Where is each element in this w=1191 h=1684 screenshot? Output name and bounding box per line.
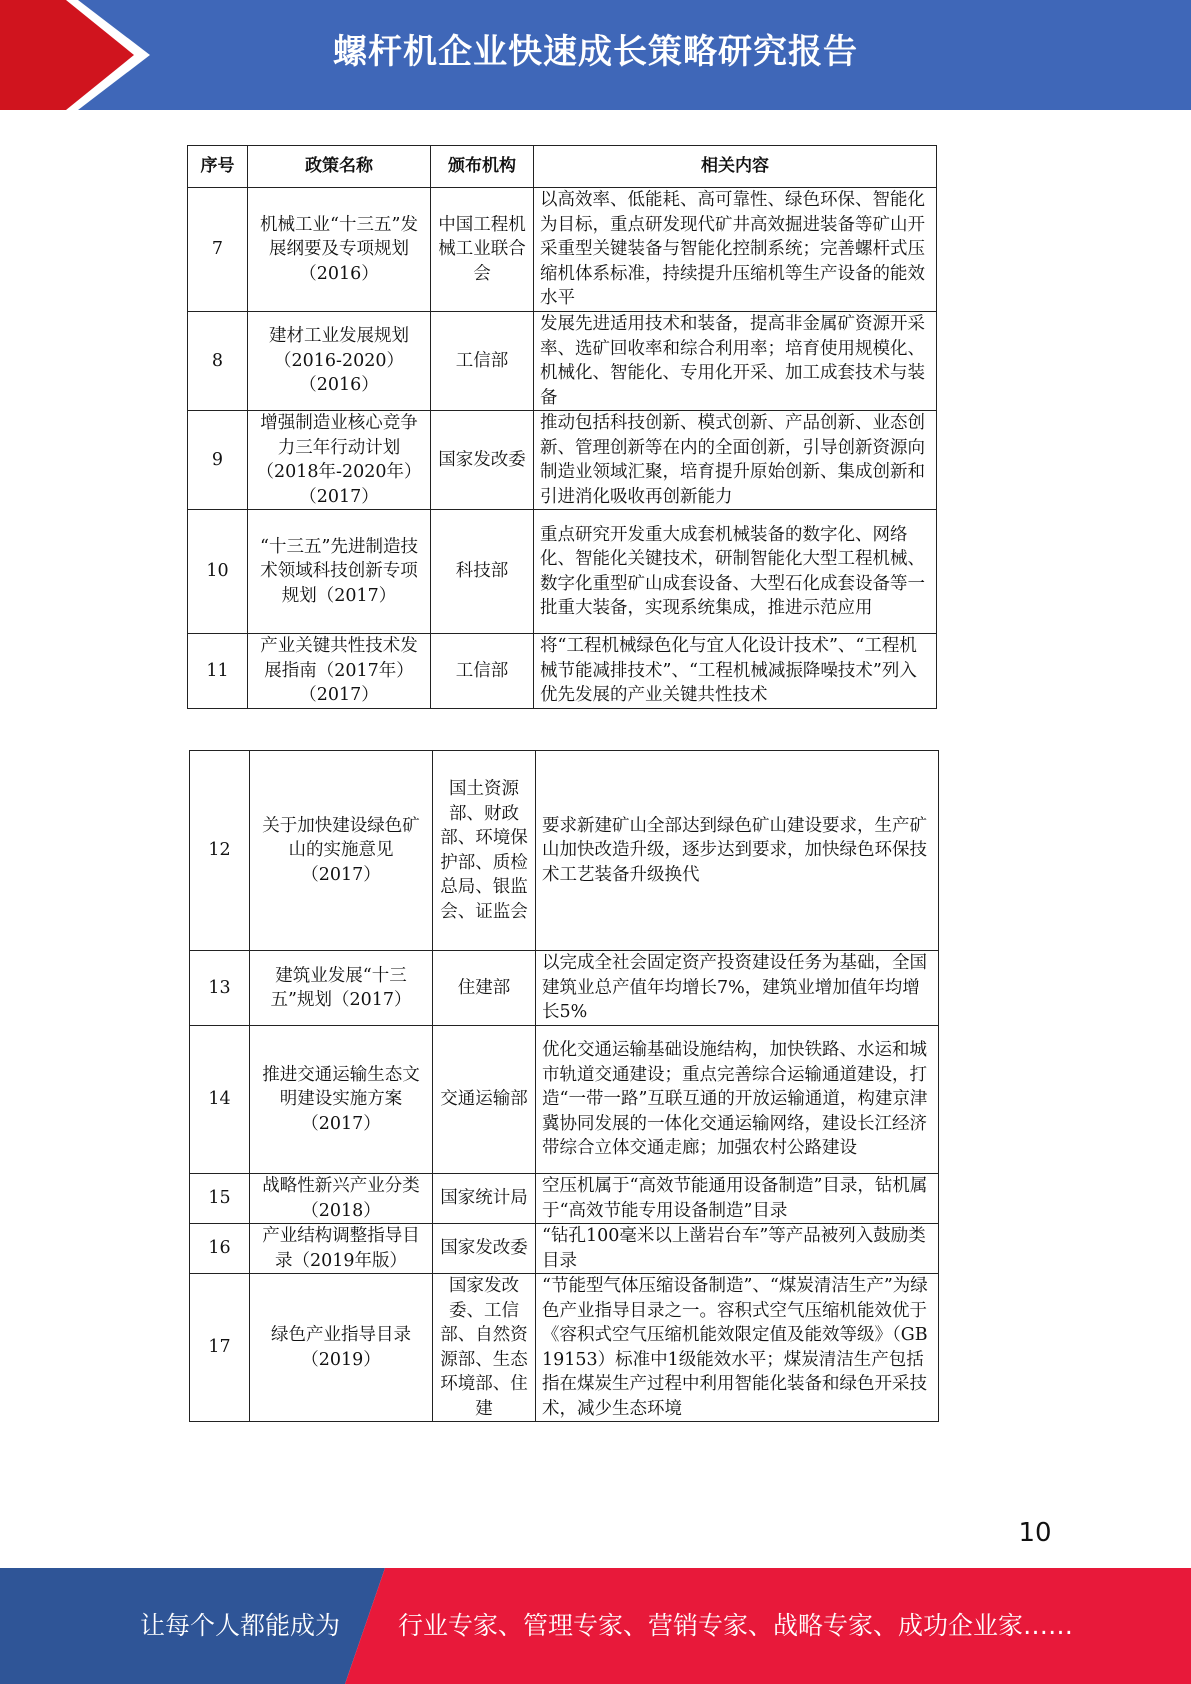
row-number: 12 xyxy=(190,751,250,951)
policy-name: 建筑业发展“十三五”规划（2017） xyxy=(250,951,433,1026)
table-row xyxy=(190,1224,939,1274)
policy-name: 绿色产业指导目录（2019） xyxy=(250,1274,433,1422)
related-content: 要求新建矿山全部达到绿色矿山建设要求，生产矿山加快改造升级，逐步达到要求，加快绿色环保技术工艺装备升级换代 xyxy=(536,751,939,951)
row-number: 8 xyxy=(188,312,248,411)
policy-name: 产业结构调整指导目录（2019年版） xyxy=(250,1224,433,1274)
table-row xyxy=(188,411,937,510)
issuing-agency: 国家发改委、工信部、自然资源部、生态环境部、住建 xyxy=(433,1274,536,1422)
table-row xyxy=(188,312,937,411)
row-number: 7 xyxy=(188,188,248,312)
issuing-agency: 中国工程机械工业联合会 xyxy=(431,188,534,312)
issuing-agency: 科技部 xyxy=(431,510,534,634)
row-number: 15 xyxy=(190,1174,250,1224)
issuing-agency: 国家发改委 xyxy=(433,1224,536,1274)
related-content: 空压机属于“高效节能通用设备制造”目录，钻机属于“高效节能专用设备制造”目录 xyxy=(536,1174,939,1224)
row-number: 9 xyxy=(188,411,248,510)
issuing-agency: 国家统计局 xyxy=(433,1174,536,1224)
related-content: 推动包括科技创新、模式创新、产品创新、业态创新、管理创新等在内的全面创新，引导创新资源向制造业领域汇聚，培育提升原始创新、集成创新和引进消化吸收再创新能力 xyxy=(534,411,937,510)
policy-table-top xyxy=(187,145,937,709)
row-number: 13 xyxy=(190,951,250,1026)
related-content: 将“工程机械绿色化与宜人化设计技术”、“工程机械节能减排技术”、“工程机械减振降噪技术”列入优先发展的产业关键共性技术 xyxy=(534,634,937,709)
related-content: 以高效率、低能耗、高可靠性、绿色环保、智能化为目标，重点研发现代矿井高效掘进装备等矿山开采重型关键装备与智能化控制系统；完善螺杆式压缩机体系标准，持续提升压缩机等生产设备的能效水平 xyxy=(534,188,937,312)
table-row xyxy=(190,1274,939,1422)
policy-name: 战略性新兴产业分类（2018） xyxy=(250,1174,433,1224)
report-title: 螺杆机企业快速成长策略研究报告 xyxy=(333,32,858,72)
related-content: 重点研究开发重大成套机械装备的数字化、网络化、智能化关键技术，研制智能化大型工程机械、数字化重型矿山成套设备、大型石化成套设备等一批重大装备，实现系统集成，推进示范应用 xyxy=(534,510,937,634)
row-number: 16 xyxy=(190,1224,250,1274)
issuing-agency: 工信部 xyxy=(431,312,534,411)
table-row xyxy=(190,751,939,951)
issuing-agency: 国家发改委 xyxy=(431,411,534,510)
issuing-agency: 住建部 xyxy=(433,951,536,1026)
related-content: “钻孔100毫米以上凿岩台车”等产品被列入鼓励类目录 xyxy=(536,1224,939,1274)
policy-name: 推进交通运输生态文明建设实施方案（2017） xyxy=(250,1026,433,1174)
table-row xyxy=(188,510,937,634)
header-issuing-agency: 颁布机构 xyxy=(431,146,534,188)
table-row xyxy=(190,1174,939,1224)
row-number: 17 xyxy=(190,1274,250,1422)
page-footer xyxy=(0,1568,1191,1684)
related-content: 优化交通运输基础设施结构，加快铁路、水运和城市轨道交通建设；重点完善综合运输通道建设，打造“一带一路”互联互通的开放运输通道，构建京津冀协同发展的一体化交通运输网络，建设长江经济带综合立体交通走廊；加强农村公路建设 xyxy=(536,1026,939,1174)
table-row xyxy=(190,951,939,1026)
policy-name: 机械工业“十三五”发展纲要及专项规划（2016） xyxy=(248,188,431,312)
header-related-content: 相关内容 xyxy=(534,146,937,188)
related-content: 以完成全社会固定资产投资建设任务为基础，全国建筑业总产值年均增长7%，建筑业增加值年均增长5% xyxy=(536,951,939,1026)
footer-slogan-left: 让每个人都能成为 xyxy=(140,1611,341,1640)
policy-name: 产业关键共性技术发展指南（2017年）（2017） xyxy=(248,634,431,709)
header-number: 序号 xyxy=(188,146,248,188)
table-header-row xyxy=(188,146,937,188)
issuing-agency: 工信部 xyxy=(431,634,534,709)
policy-name: 建材工业发展规划（2016-2020）（2016） xyxy=(248,312,431,411)
policy-name: 增强制造业核心竞争力三年行动计划（2018年-2020年）（2017） xyxy=(248,411,431,510)
header-policy-name: 政策名称 xyxy=(248,146,431,188)
table-row xyxy=(190,1026,939,1174)
issuing-agency: 国土资源部、财政部、环境保护部、质检总局、银监会、证监会 xyxy=(433,751,536,951)
row-number: 10 xyxy=(188,510,248,634)
page-number: 10 xyxy=(1018,1518,1052,1548)
policy-name: 关于加快建设绿色矿山的实施意见（2017） xyxy=(250,751,433,951)
footer-slogan-right: 行业专家、管理专家、营销专家、战略专家、成功企业家…… xyxy=(398,1611,1074,1640)
policy-table-bottom xyxy=(189,750,939,1422)
related-content: “节能型气体压缩设备制造”、“煤炭清洁生产”为绿色产业指导目录之一。容积式空气压缩机能效优于《容积式空气压缩机能效限定值及能效等级》（GB 19153）标准中1级能效水平；煤炭清洁生产包括指在煤炭生产过程中利用智能化装备和绿色开采技术，减少生态环境 xyxy=(536,1274,939,1422)
policy-name: “十三五”先进制造技术领域科技创新专项规划（2017） xyxy=(248,510,431,634)
related-content: 发展先进适用技术和装备，提高非金属矿资源开采率、选矿回收率和综合利用率；培育使用规模化、机械化、智能化、专用化开采、加工成套技术与装备 xyxy=(534,312,937,411)
row-number: 14 xyxy=(190,1026,250,1174)
table-row xyxy=(188,188,937,312)
table-row xyxy=(188,634,937,709)
row-number: 11 xyxy=(188,634,248,709)
page-header xyxy=(0,0,1191,110)
issuing-agency: 交通运输部 xyxy=(433,1026,536,1174)
